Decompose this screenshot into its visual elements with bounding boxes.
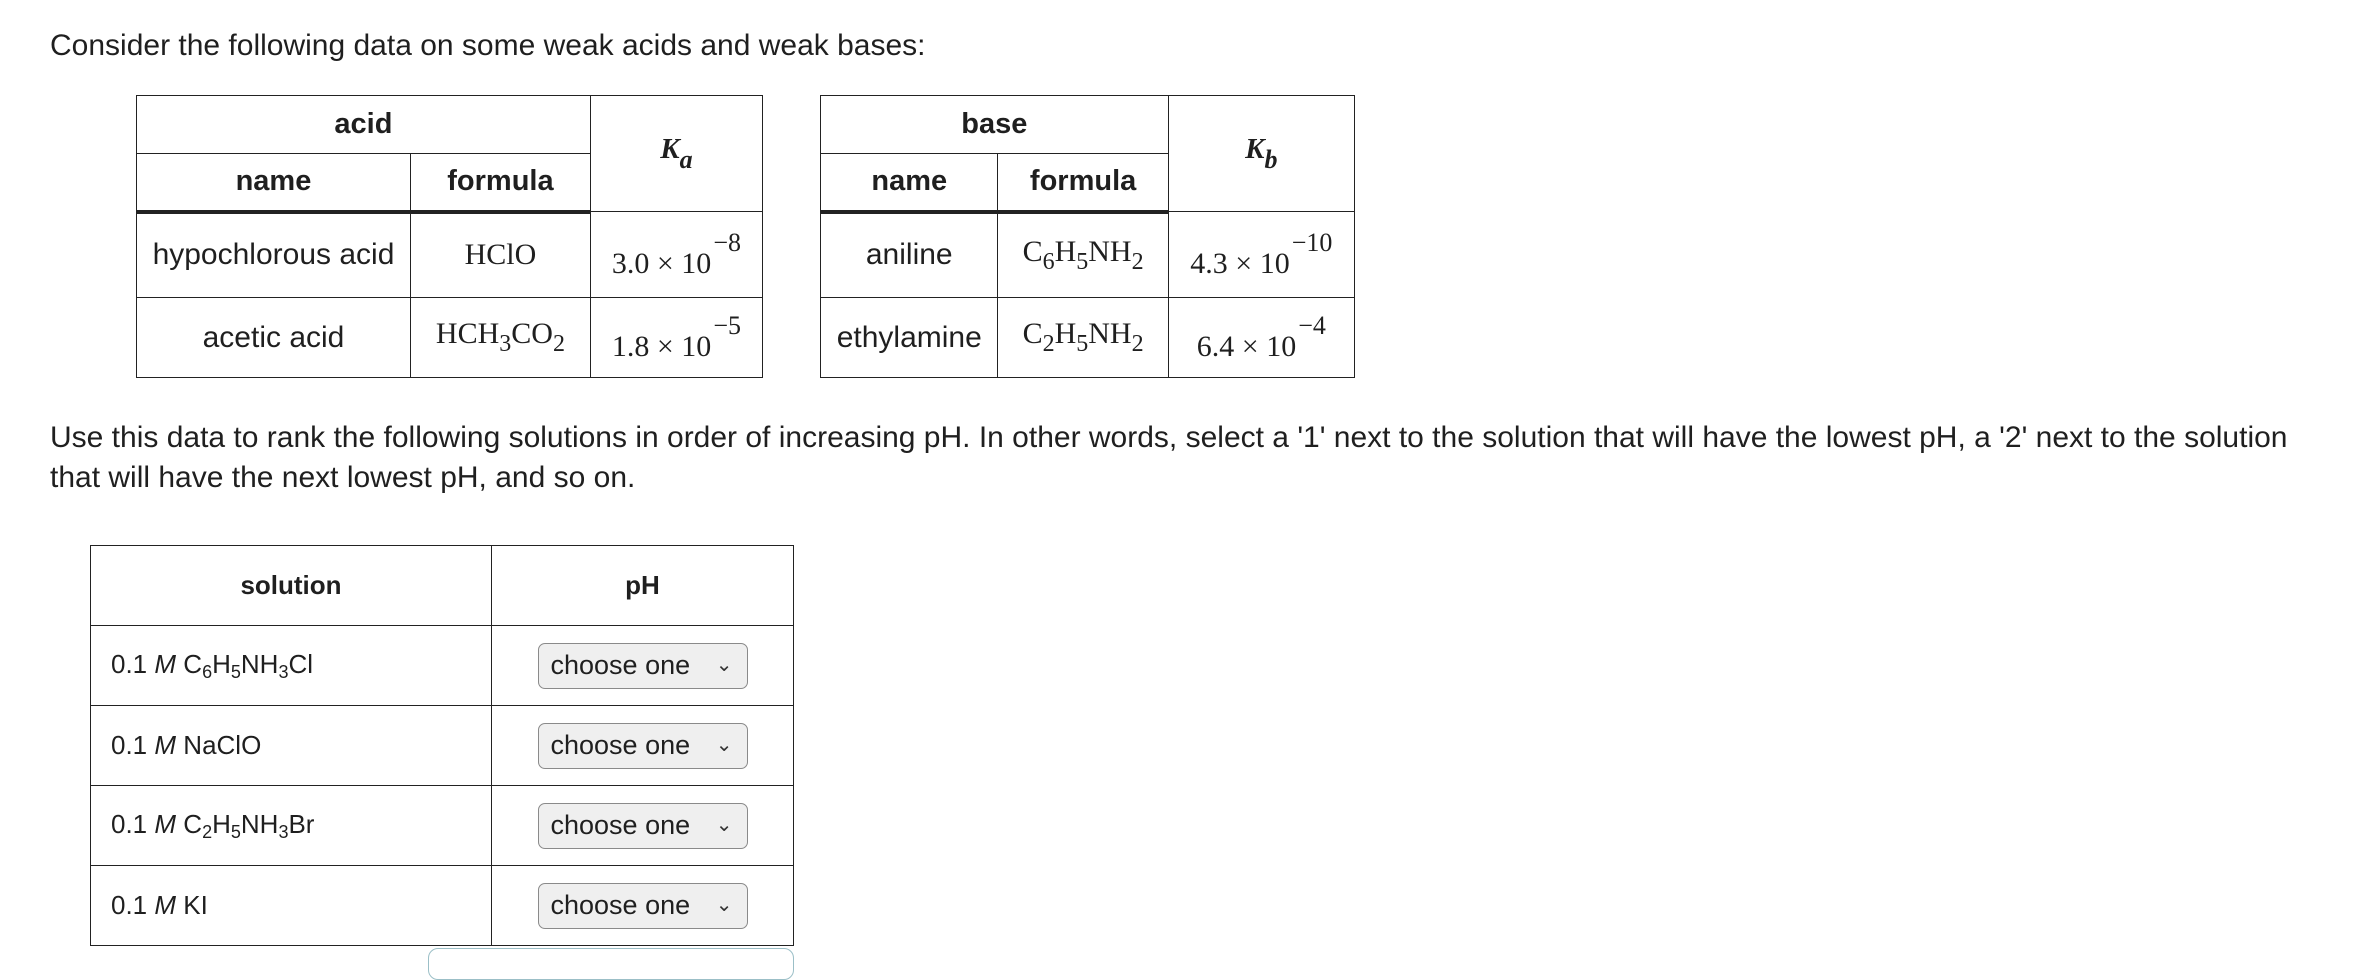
ph-rank-select[interactable]: choose one ⌄	[538, 803, 748, 849]
base-name-header: name	[821, 154, 998, 212]
solution-row	[91, 626, 794, 706]
base-formula: $C_6H_5NH_2$	[998, 212, 1168, 298]
acid-row	[137, 212, 763, 298]
acid-name: acetic acid	[137, 298, 411, 378]
base-group-header: base	[821, 96, 1169, 154]
ph-rank-select[interactable]: choose one ⌄	[538, 643, 748, 689]
instructions-text: Use this data to rank the following solutions in order of increasing pH. In other words, select a '1' next to the solution that will have the lowest pH, a '2' next to the solution that will have the next lowest pH, and so on.	[50, 421, 2288, 494]
acid-row	[137, 298, 763, 378]
ka-header: $K_a$	[590, 96, 762, 212]
kb-value: $4.3 \times 10^{-10}$	[1168, 212, 1354, 298]
ph-rank-select[interactable]: choose one ⌄	[538, 883, 748, 929]
solution-label: 0.1 M C2H5NH3Br	[91, 786, 492, 866]
ph-header: pH	[492, 546, 794, 626]
acid-table	[136, 95, 763, 378]
chevron-down-icon: ⌄	[715, 893, 733, 916]
acid-name: hypochlorous acid	[137, 212, 411, 298]
ka-value: $3.0 \times 10^{-8}$	[590, 212, 762, 298]
intro-text: Consider the following data on some weak acids and weak bases:	[50, 29, 926, 62]
solution-row	[91, 866, 794, 946]
chevron-down-icon: ⌄	[715, 813, 733, 836]
acid-formula-header: formula	[410, 154, 590, 212]
solution-row	[91, 786, 794, 866]
solution-label: 0.1 M NaClO	[91, 706, 492, 786]
ka-value: $1.8 \times 10^{-5}$	[590, 298, 762, 378]
kb-value: $6.4 \times 10^{-4}$	[1168, 298, 1354, 378]
base-row	[821, 298, 1355, 378]
acid-formula: HClO	[410, 212, 590, 298]
base-formula-header: formula	[998, 154, 1168, 212]
solution-row	[91, 706, 794, 786]
solution-label: 0.1 M C6H5NH3Cl	[91, 626, 492, 706]
solution-header: solution	[91, 546, 492, 626]
base-name: aniline	[821, 212, 998, 298]
base-table	[820, 95, 1355, 378]
ranking-table	[90, 545, 794, 946]
partial-button-edge[interactable]	[428, 948, 794, 980]
base-formula: $C_2H_5NH_2$	[998, 298, 1168, 378]
acid-group-header: acid	[137, 96, 591, 154]
kb-header: $K_b$	[1168, 96, 1354, 212]
chevron-down-icon: ⌄	[715, 733, 733, 756]
solution-label: 0.1 M KI	[91, 866, 492, 946]
ph-rank-select[interactable]: choose one ⌄	[538, 723, 748, 769]
chevron-down-icon: ⌄	[715, 653, 733, 676]
acid-name-header: name	[137, 154, 411, 212]
base-name: ethylamine	[821, 298, 998, 378]
acid-formula: $HCH_3CO_2$	[410, 298, 590, 378]
base-row	[821, 212, 1355, 298]
